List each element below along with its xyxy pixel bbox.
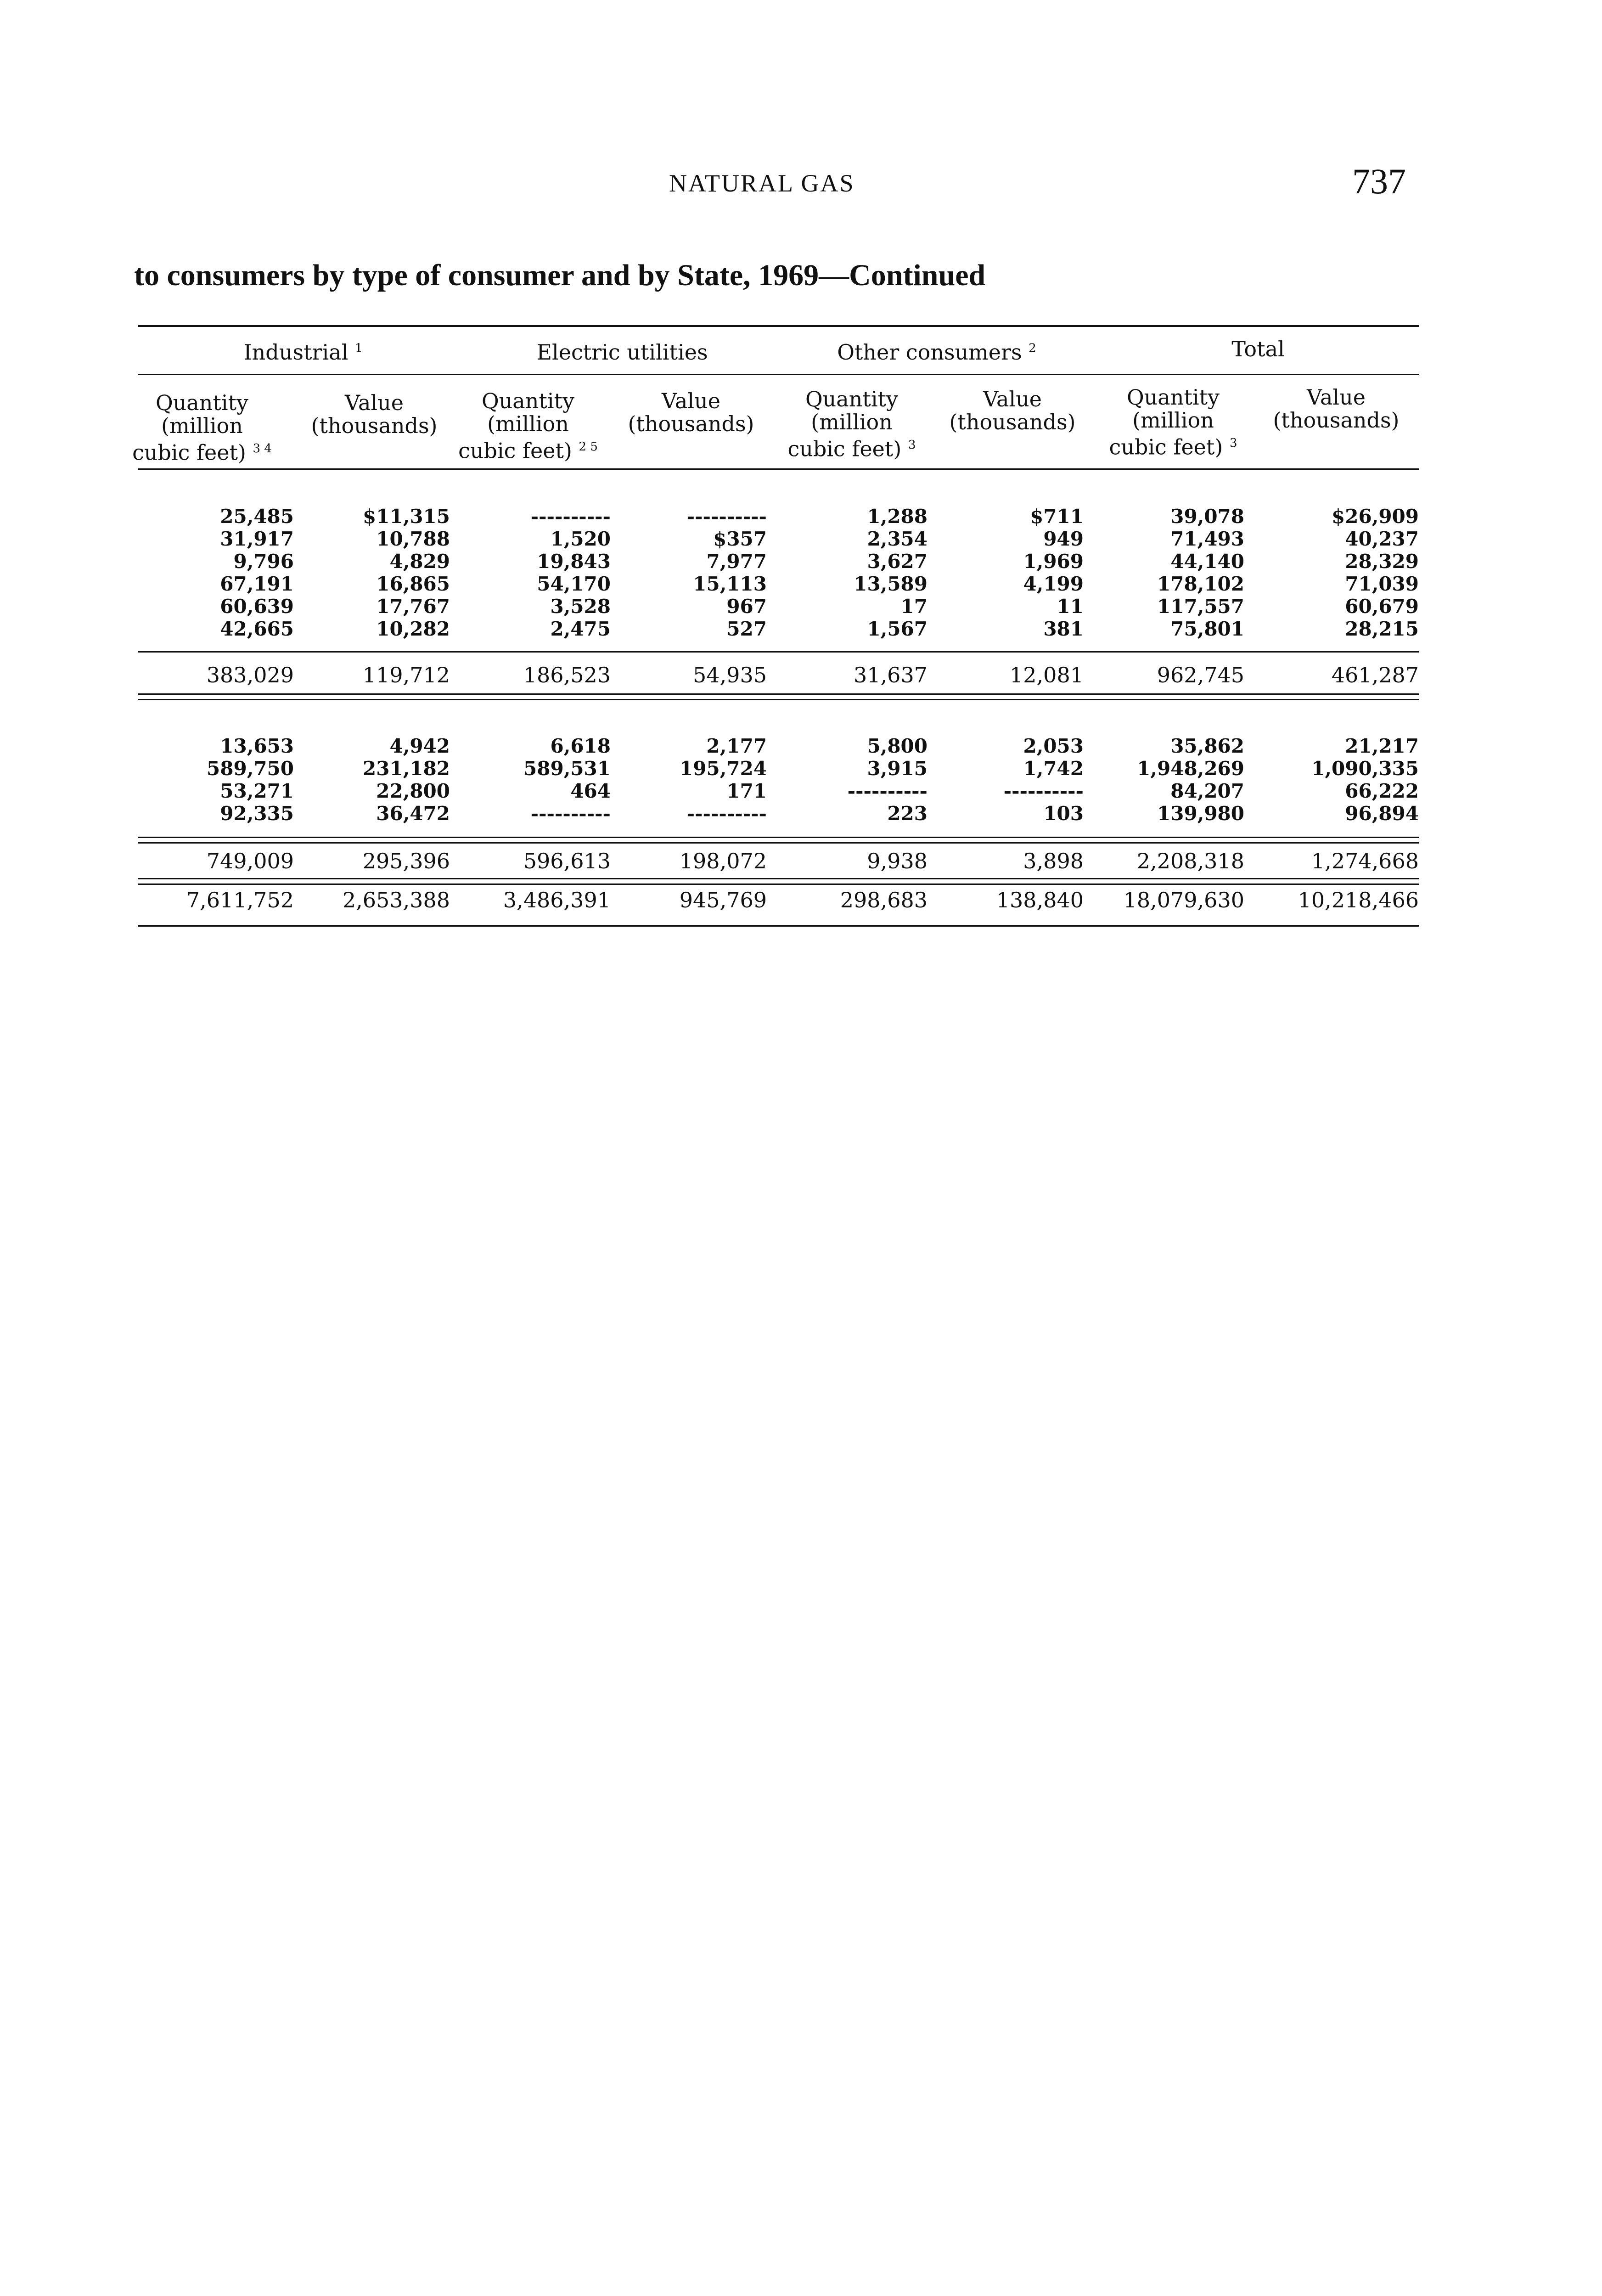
column-header-other-value: Value (thousands) xyxy=(949,387,1076,434)
table-row: 60,639 17,767 3,528 967 17 11 117,557 60,679 xyxy=(220,595,1419,618)
section-1-total-rule xyxy=(138,651,1419,653)
grand-total-rule-a xyxy=(138,878,1419,879)
section-2-total-row xyxy=(138,847,1419,875)
section-1-total-row xyxy=(138,661,1419,689)
section-1-rows xyxy=(138,505,1419,640)
table-row: 9,796 4,829 19,843 7,977 3,627 1,969 44,140 28,329 xyxy=(233,550,1419,573)
group-header-other-consumers: Other consumers $^2$ xyxy=(837,340,1036,365)
table-bottom-rule xyxy=(138,925,1419,927)
section-2-rows xyxy=(138,735,1419,825)
table-row: 13,653 4,942 6,618 2,177 5,800 2,053 35,862 21,217 xyxy=(220,735,1419,757)
column-header-total-value: Value (thousands) xyxy=(1273,385,1400,433)
section-2-total-rule-a xyxy=(138,837,1419,838)
table-row: 67,191 16,865 54,170 15,113 13,589 4,199 178,102 71,039 xyxy=(220,573,1419,595)
grand-total-rule-b xyxy=(138,884,1419,885)
page-number: 737 xyxy=(1352,161,1406,201)
group-header-total: Total xyxy=(1231,337,1285,361)
column-header-industrial-quantity: Quantity (million cubic feet) $^{3 4}$ xyxy=(132,390,272,465)
group-header-rule xyxy=(138,374,1419,375)
header-bottom-rule xyxy=(138,468,1419,470)
table-row: 25,485 $11,315 ---------- ---------- 1,288 $711 39,078 $26,909 xyxy=(220,505,1419,528)
total-row: 7,611,752 2,653,388 3,486,391 945,769 298,683 138,840 18,079,630 10,218,466 xyxy=(186,888,1419,912)
group-header-industrial: Industrial $^1$ xyxy=(243,340,363,365)
table-row: 92,335 36,472 ---------- ---------- 223 103 139,980 96,894 xyxy=(220,802,1419,825)
grand-total-row xyxy=(138,886,1419,914)
running-head: NATURAL GAS xyxy=(669,169,855,197)
column-header-total-quantity: Quantity (million cubic feet) $^3$ xyxy=(1109,385,1237,460)
table-row: 42,665 10,282 2,475 527 1,567 381 75,801 28,215 xyxy=(220,618,1419,640)
column-header-industrial-value: Value (thousands) xyxy=(311,390,438,438)
section-1-double-rule-b xyxy=(138,699,1419,700)
group-header-electric-utilities: Electric utilities xyxy=(536,340,708,365)
total-row: 749,009 295,396 596,613 198,072 9,938 3,898 2,208,318 1,274,668 xyxy=(206,849,1419,873)
table-row: 589,750 231,182 589,531 195,724 3,915 1,742 1,948,269 1,090,335 xyxy=(207,757,1419,780)
table-row: 31,917 10,788 1,520 $357 2,354 949 71,493 40,237 xyxy=(220,528,1419,550)
column-header-electric-value: Value (thousands) xyxy=(628,388,754,436)
column-header-electric-quantity: Quantity (million cubic feet) $^{2 5}$ xyxy=(458,388,598,463)
table-top-rule xyxy=(138,325,1419,327)
table-title: to consumers by type of consumer and by State, 1969—Continued xyxy=(134,259,986,292)
column-header-other-quantity: Quantity (million cubic feet) $^3$ xyxy=(787,387,916,461)
table-row: 53,271 22,800 464 171 ---------- ---------- 84,207 66,222 xyxy=(220,780,1419,802)
section-2-total-rule-b xyxy=(138,842,1419,844)
total-row: 383,029 119,712 186,523 54,935 31,637 12,081 962,745 461,287 xyxy=(206,663,1419,687)
section-1-double-rule-a xyxy=(138,693,1419,695)
